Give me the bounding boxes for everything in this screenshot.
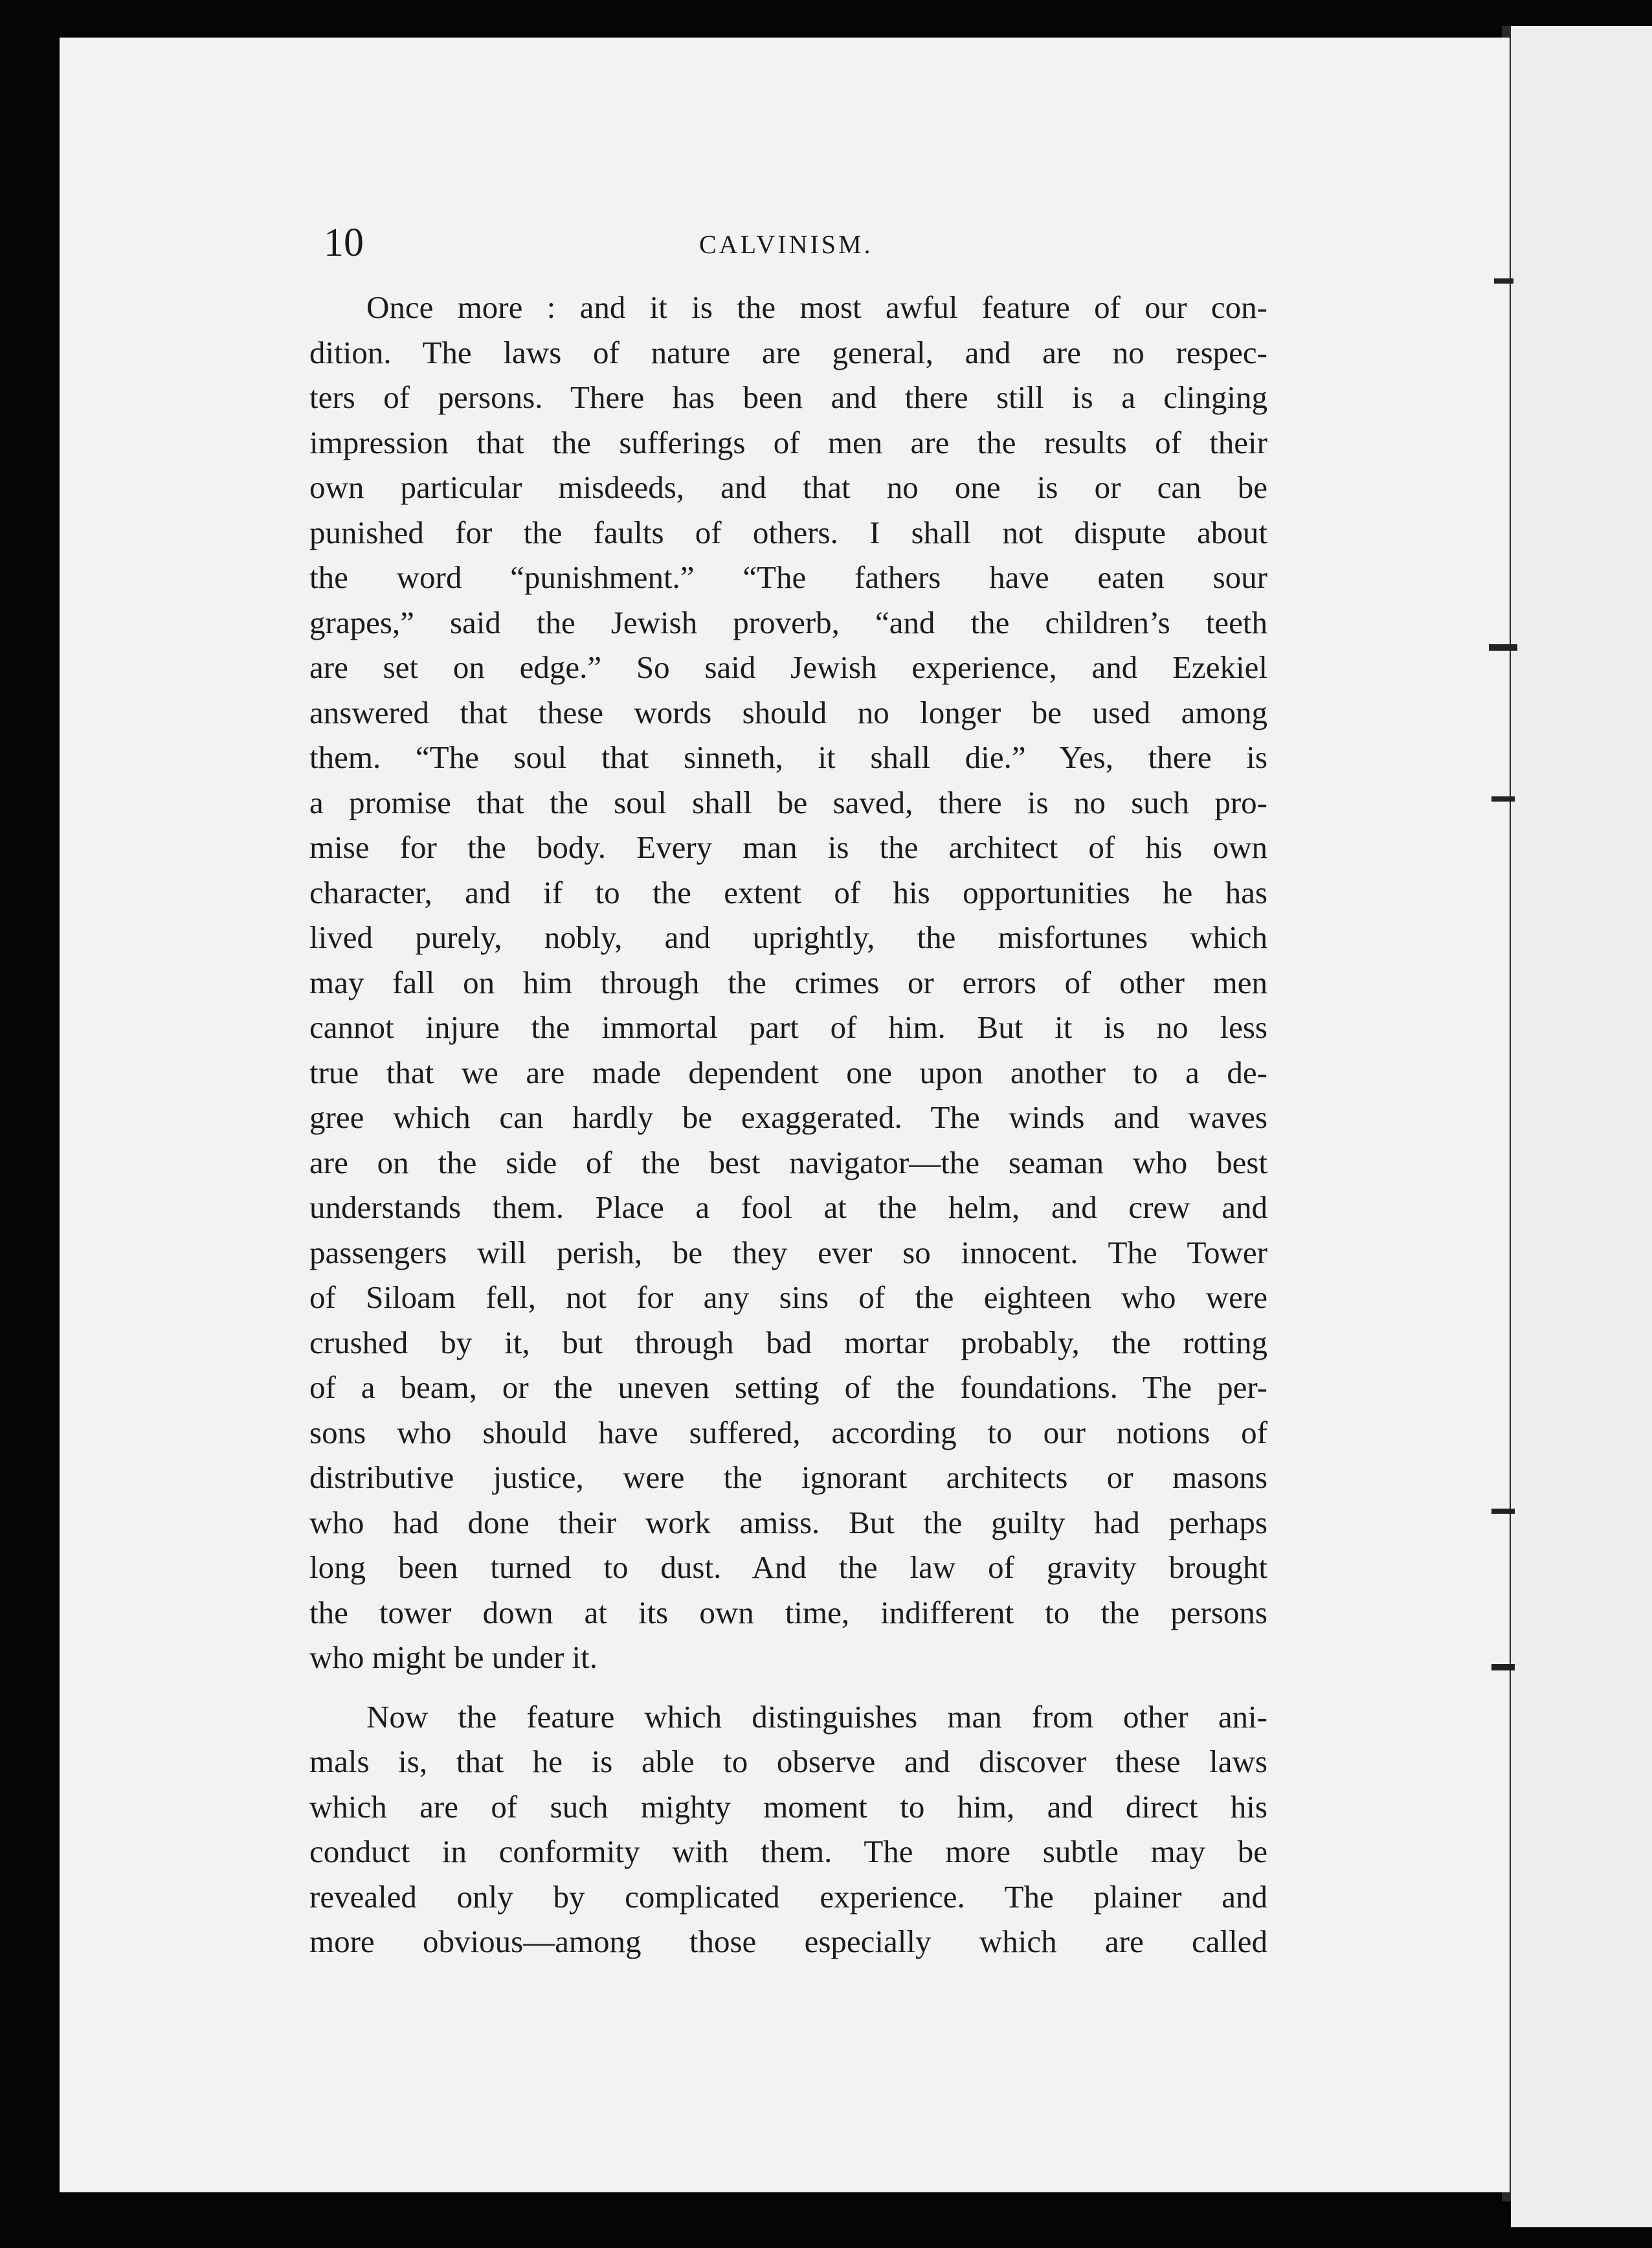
text-line: mals is, that he is able to observe and discover these laws	[309, 1744, 1267, 1779]
text-line: more obvious—among those especially which are called	[309, 1924, 1267, 1959]
text-line: a promise that the soul shall be saved, there is no such pro-	[309, 784, 1267, 820]
text-line: understands them. Place a fool at the helm, and crew and	[309, 1189, 1267, 1225]
body-text	[309, 285, 1267, 1964]
text-line: cannot injure the immortal part of him. But it is no less	[309, 1009, 1267, 1045]
page-header	[324, 217, 1262, 269]
text-line: who had done their work amiss. But the guilty had perhaps	[309, 1504, 1267, 1540]
text-line: the word “punishment.” “The fathers have eaten sour	[309, 559, 1267, 595]
binding-mark	[1491, 796, 1515, 802]
text-line: long been turned to dust. And the law of gravity brought	[309, 1549, 1267, 1585]
binding-mark	[1494, 278, 1513, 284]
text-line: passengers will perish, be they ever so innocent. The Tower	[309, 1234, 1267, 1270]
text-line: which are of such mighty moment to him, and direct his	[309, 1788, 1267, 1825]
text-line: revealed only by complicated experience. The plainer and	[309, 1878, 1267, 1915]
facing-page-edge	[1511, 26, 1652, 2227]
text-line: the tower down at its own time, indifferent to the persons	[309, 1594, 1267, 1630]
text-line: grapes,” said the Jewish proverb, “and the children’s teeth	[309, 604, 1267, 640]
text-line: are on the side of the best navigator—the seaman who best	[309, 1144, 1267, 1180]
text-line: dition. The laws of nature are general, and are no respec-	[309, 334, 1267, 370]
text-line: character, and if to the extent of his opportunities he has	[309, 874, 1267, 910]
text-line: them. “The soul that sinneth, it shall die.” Yes, there is	[309, 739, 1267, 775]
text-line: who might be under it.	[309, 1639, 598, 1675]
text-line: answered that these words should no longer be used among	[309, 694, 1267, 730]
text-line: may fall on him through the crimes or errors of other men	[309, 964, 1267, 1000]
text-line: of Siloam fell, not for any sins of the eighteen who were	[309, 1279, 1267, 1315]
paragraph	[309, 1694, 1267, 1964]
binding-mark	[1491, 1509, 1515, 1514]
page-number: 10	[324, 221, 364, 265]
text-line: impression that the sufferings of men are the results of their	[309, 424, 1267, 460]
text-line: Once more : and it is the most awful feature of our con-	[366, 289, 1267, 325]
text-line: gree which can hardly be exaggerated. The winds and waves	[309, 1099, 1267, 1135]
binding-mark	[1491, 1664, 1515, 1670]
paragraph	[309, 285, 1267, 1680]
text-line: ters of persons. There has been and there still is a clinging	[309, 379, 1267, 415]
running-title: CALVINISM.	[699, 230, 873, 259]
text-line: true that we are made dependent one upon another to a de-	[309, 1054, 1267, 1090]
text-line: conduct in conformity with them. The more subtle may be	[309, 1834, 1267, 1869]
binding-mark	[1489, 644, 1517, 651]
text-line: are set on edge.” So said Jewish experience, and Ezekiel	[309, 649, 1267, 685]
text-line: mise for the body. Every man is the architect of his own	[309, 829, 1267, 865]
text-line: Now the feature which distinguishes man from other ani-	[366, 1698, 1267, 1735]
text-line: crushed by it, but through bad mortar probably, the rotting	[309, 1324, 1267, 1360]
text-line: lived purely, nobly, and uprightly, the misfortunes which	[309, 919, 1267, 955]
text-line: distributive justice, were the ignorant architects or masons	[309, 1459, 1267, 1495]
text-line: of a beam, or the uneven setting of the foundations. The per-	[309, 1369, 1267, 1405]
text-line: sons who should have suffered, according to our notions of	[309, 1414, 1267, 1450]
text-line: punished for the faults of others. I shall not dispute about	[309, 514, 1267, 550]
text-line: own particular misdeeds, and that no one is or can be	[309, 469, 1267, 505]
